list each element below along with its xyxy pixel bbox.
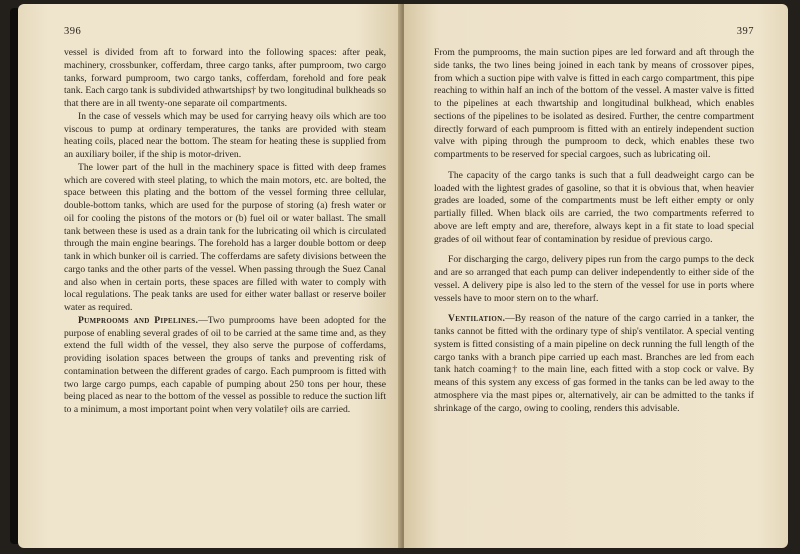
section-paragraph — [434, 313, 754, 415]
section-paragraph — [64, 315, 386, 417]
paragraph: vessel is divided from aft to forward into the following spaces: after peak, machinery, crossbunker, cofferdam, three cargo tanks, after pumproom, two cargo tanks, forward pumproom, two cargo tanks, cofferdam, forehold and fore peak tank. Each cargo tank is subdivided athwartships† by two longitudinal bulkheads so that there are in all twenty-one separate oil compartments. — [64, 47, 386, 109]
left-page-text — [64, 47, 386, 417]
right-page-text — [434, 47, 754, 415]
paragraph: From the pumprooms, the main suction pipes are led forward and aft through the side tanks, the two lines being joined in each tank by means of crossover pipes, from which a suction pipe with valve is fitted in each cargo compartment, this pipe reaching to within half an inch of the bottom of the vessel. A master valve is fitted to the pipelines at each thwartship and longitudinal bulkhead, which enables sections of the pipelines to be isolated as desired. Further, the centre compartment directly forward of each pumproom is fitted with an entirely independent suction valve with piping through the pumproom to deck, which enables these two compartments to be reserved for special cargoes, such as lubricating oil. — [434, 47, 754, 160]
paragraph: In the case of vessels which may be used for carrying heavy oils which are too viscous to pump at ordinary temperatures, the tanks are provided with steam heating coils, placed near the bottom. The steam for heating these is supplied from an auxiliary boiler, if the ship is motor-driven. — [64, 110, 386, 160]
section-heading: Ventilation. — [448, 313, 506, 325]
right-page — [404, 4, 788, 548]
paragraph: The capacity of the cargo tanks is such that a full deadweight cargo can be loaded with the lightest grades of gasoline, so that it is obvious that, when heavier grades are loaded, some of the compartments must be left either empty or only partially filled. When black oils are carried, the two compartments referred to above are left empty and are, therefore, always kept in a fit state to load special grades of oil without fear of contamination by residue of previous cargo. — [434, 169, 754, 245]
section-body: —By reason of the nature of the cargo carried in a tanker, the tanks cannot be fitted with the ordinary type of ship's ventilator. A special venting system is fitted consisting of a main pipeline on deck running the full length of the cargo tanks with a branch pipe carried up each mast. Branches are led from each tank hatch coaming† to the main line, each fitted with a stop cock or valve. By means of this system any excess of gas formed in the tanks can be led away to the atmosphere via the mast pipes or, alternatively, air can be admitted to the tanks if shrinkage of the cargo, owing to cooling, renders this advisable. — [434, 313, 754, 414]
right-page-number: 397 — [736, 26, 754, 37]
section-heading: Pumprooms and Pipelines. — [78, 314, 199, 326]
paragraph: For discharging the cargo, delivery pipes run from the cargo pumps to the deck and are so arranged that each pump can deliver independently to either side of the vessel. A delivery pipe is also led to the stern of the vessel for use in ports where vessels have to moor stern on to the wharf. — [434, 254, 754, 304]
left-page-number: 396 — [64, 26, 82, 37]
left-page — [18, 4, 402, 548]
paragraph: The lower part of the hull in the machinery space is fitted with deep frames which are covered with steel plating, to which the main motors, etc. are bolted, the space between this plating and the bottom of the vessel forming three cellular, double-bottom tanks, which are used for the purpose of storing (a) fresh water or oil for cooling the pistons of the motors or (b) fuel oil or water ballast. The small tank between these is used as a drain tank for the lubricating oil which is circulated through the main engine bearings. The forehold has a larger double bottom or deep tank in which bunker oil is carried. The cofferdams are safety divisions between the cargo tanks and the other parts of the vessel. When passing through the Suez Canal and also when in certain ports, these spaces are filled with water to comply with local regulations. The peak tanks are used for either water ballast or reserve boiler water as required. — [64, 161, 386, 313]
book-cover-edge — [10, 8, 18, 544]
section-body: —Two pumprooms have been adopted for the purpose of enabling several grades of oil to be carried at the same time and, as they extend the full width of the vessel, they also serve the purpose of cofferdams, providing isolation spaces between the groups of tanks and preventing risk of contamination between the different grades of cargo. Each pumproom is fitted with two large cargo pumps, each capable of pumping about 250 tons per hour, these being placed as near to the bottom of the vessel as possible to reduce the suction lift to a minimum, a most important point when very volatile† oils are carried. — [64, 314, 387, 415]
